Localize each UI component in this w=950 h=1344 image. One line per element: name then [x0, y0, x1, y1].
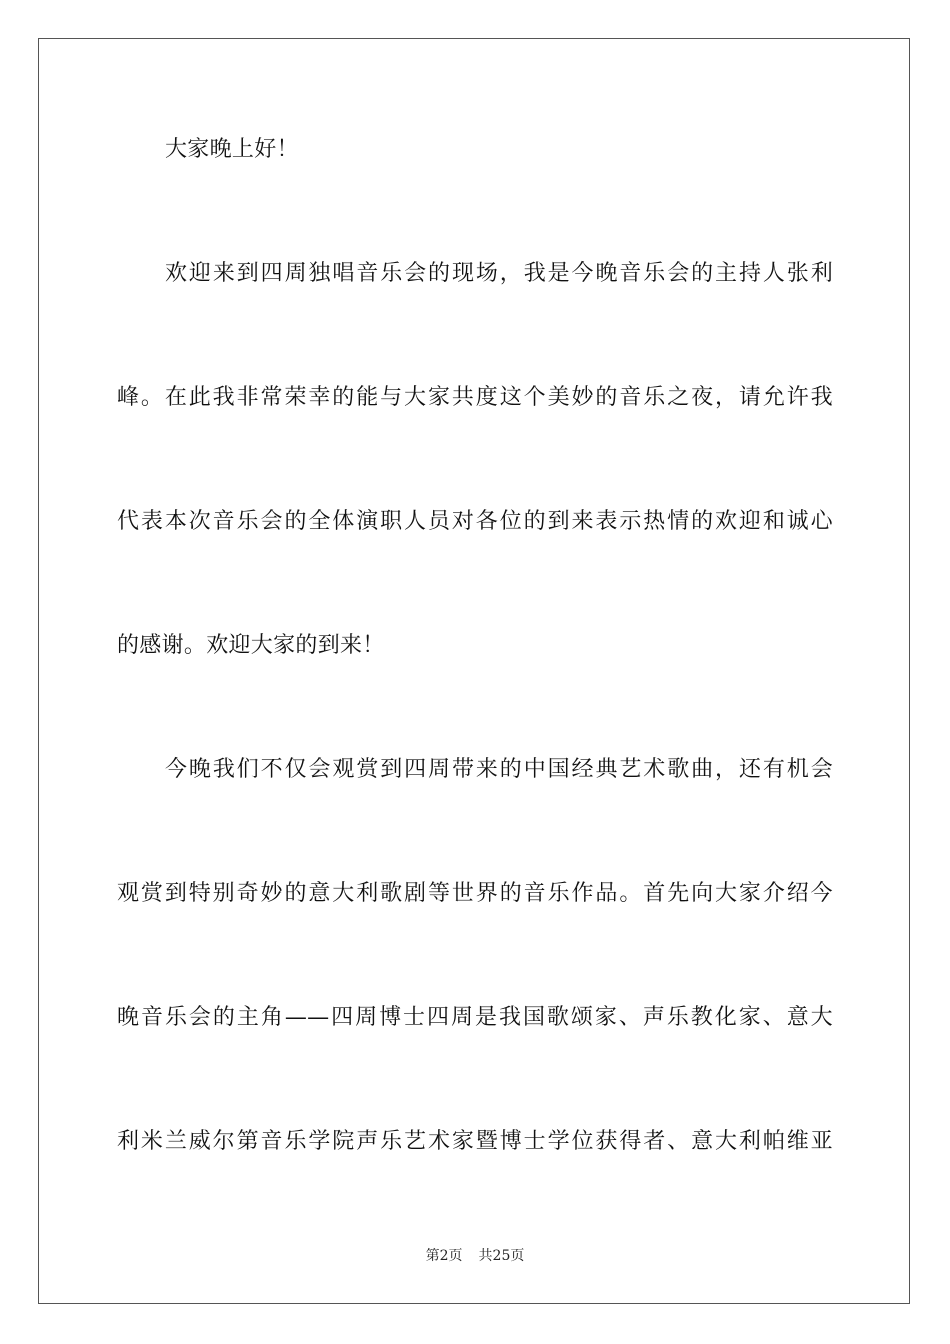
paragraph-line: 欢迎来到四周独唱音乐会的现场，我是今晚音乐会的主持人张利 [165, 261, 833, 286]
paragraph-line: 今晚我们不仅会观赏到四周带来的中国经典艺术歌曲，还有机会 [165, 757, 833, 782]
paragraph-line: 峰。在此我非常荣幸的能与大家共度这个美妙的音乐之夜，请允许我 [117, 385, 833, 410]
page-frame [38, 38, 910, 1304]
page-number: 第2页 [425, 1248, 463, 1264]
paragraph-line: 代表本次音乐会的全体演职人员对各位的到来表示热情的欢迎和诚心 [117, 509, 833, 534]
greeting-line: 大家晚上好！ [165, 137, 299, 162]
paragraph-line: 利米兰威尔第音乐学院声乐艺术家暨博士学位获得者、意大利帕维亚 [117, 1129, 833, 1154]
page-total: 共25页 [478, 1248, 525, 1264]
page-footer [0, 1247, 950, 1265]
paragraph-line: 观赏到特别奇妙的意大利歌剧等世界的音乐作品。首先向大家介绍今 [117, 881, 833, 906]
paragraph-line: 晚音乐会的主角——四周博士四周是我国歌颂家、声乐教化家、意大 [117, 1005, 833, 1030]
paragraph-line: 的感谢。欢迎大家的到来！ [117, 633, 385, 658]
